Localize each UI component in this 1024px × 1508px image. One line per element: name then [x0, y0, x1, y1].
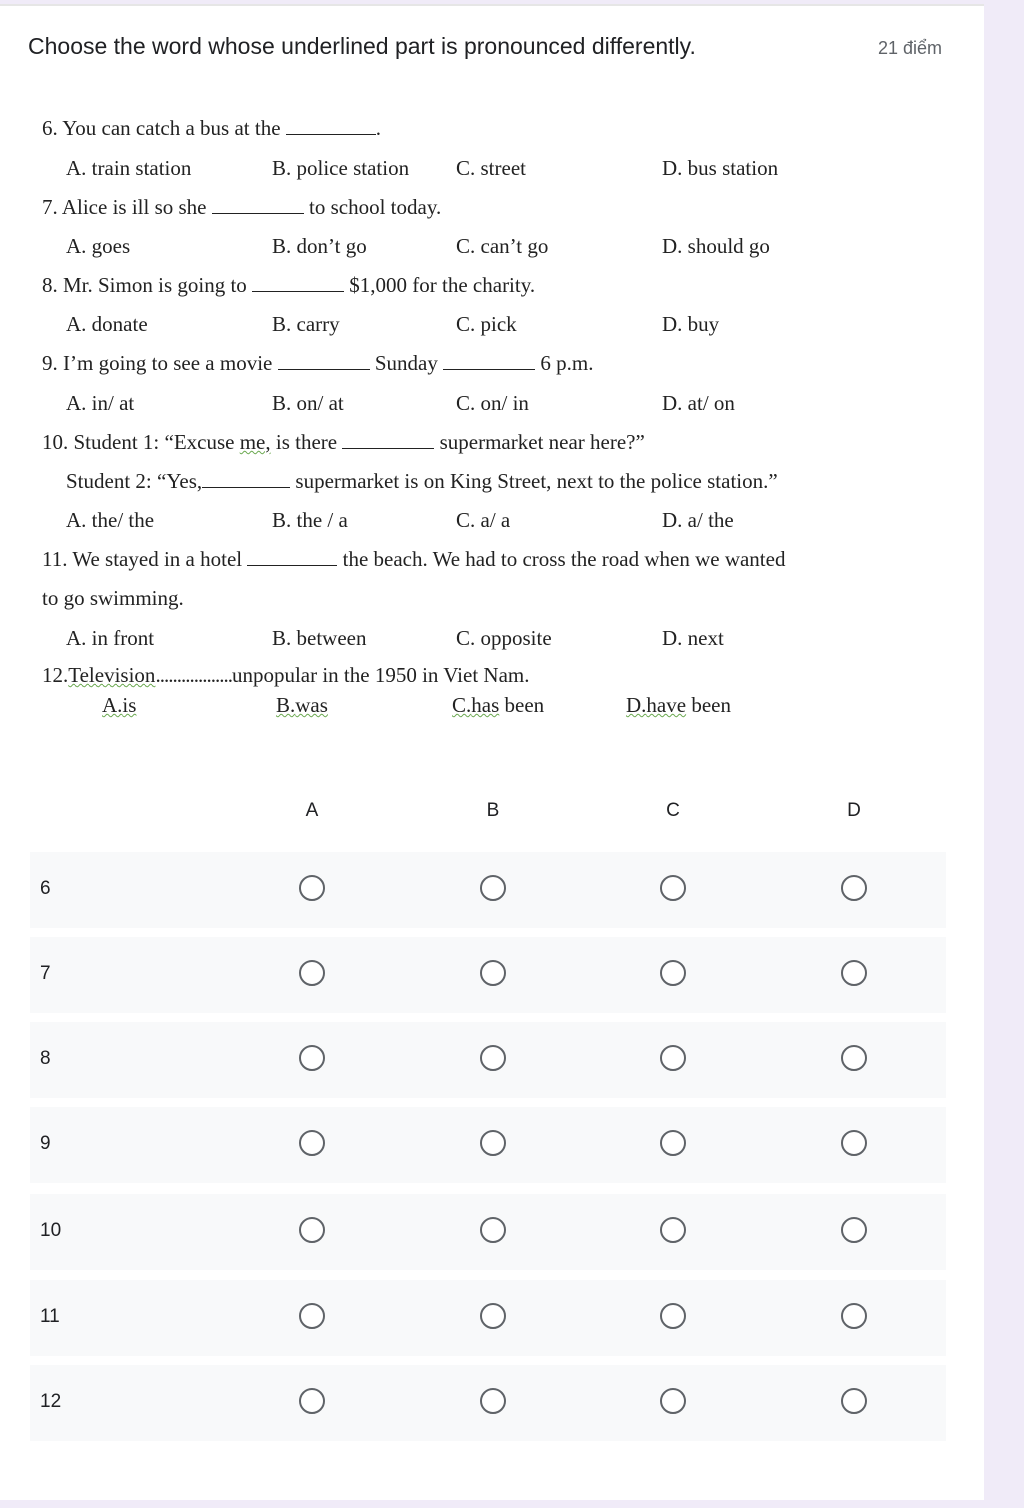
q8-stem	[42, 273, 535, 298]
radio-11-b[interactable]	[480, 1303, 506, 1329]
radio-7-b[interactable]	[480, 960, 506, 986]
q12-b-word: was	[295, 693, 328, 717]
q10-option-a: A. the/ the	[66, 508, 155, 532]
q9-option-a: A. in/ at	[66, 391, 135, 415]
blank	[443, 351, 535, 370]
radio-8-b[interactable]	[480, 1045, 506, 1071]
q7-option-c: C. can’t go	[456, 234, 549, 258]
q6-option-a: A. train station	[66, 156, 192, 180]
q12-c-rest: been	[504, 693, 545, 717]
column-header-a: A	[305, 800, 319, 821]
q12-option-b	[276, 693, 328, 718]
q7-option-a: A. goes	[66, 234, 131, 258]
row-label: 11	[40, 1306, 60, 1327]
q8-end: $1,000 for the charity.	[349, 273, 536, 297]
radio-8-d[interactable]	[841, 1045, 867, 1071]
q9-option-b: B. on/ at	[272, 391, 344, 415]
question-title: Choose the word whose underlined part is pronounced differently.	[28, 33, 696, 59]
radio-7-c[interactable]	[660, 960, 686, 986]
q12-stem	[42, 663, 530, 688]
q7-end: to school today.	[309, 195, 442, 219]
radio-8-a[interactable]	[299, 1045, 325, 1071]
q12-a-word: is	[122, 693, 137, 717]
radio-11-c[interactable]	[660, 1303, 686, 1329]
radio-9-b[interactable]	[480, 1130, 506, 1156]
radio-6-c[interactable]	[660, 875, 686, 901]
row-label: 12	[40, 1391, 62, 1412]
q12-number: 12.	[42, 663, 69, 687]
blank	[202, 469, 290, 488]
q10-stem	[42, 430, 645, 455]
radio-7-a[interactable]	[299, 960, 325, 986]
q9-text: 9. I’m going to see a movie	[42, 351, 273, 375]
grid-row	[30, 1022, 946, 1098]
radio-8-c[interactable]	[660, 1045, 686, 1071]
q10-end: supermarket near here?”	[439, 430, 645, 454]
q10-line2-end: supermarket is on King Street, next to the police station.”	[295, 469, 778, 493]
q8-option-d: D. buy	[662, 312, 720, 336]
radio-11-d[interactable]	[841, 1303, 867, 1329]
row-label: 6	[40, 878, 51, 899]
q12-c-word: has	[471, 693, 500, 717]
q8-option-a: A. donate	[66, 312, 148, 336]
q11-option-d: D. next	[662, 626, 724, 650]
radio-10-b[interactable]	[480, 1217, 506, 1243]
radio-6-d[interactable]	[841, 875, 867, 901]
radio-12-a[interactable]	[299, 1388, 325, 1414]
blank	[342, 430, 434, 449]
q11-text: 11. We stayed in a hotel	[42, 547, 243, 571]
q9-option-c: C. on/ in	[456, 391, 529, 415]
q12-option-c	[452, 693, 544, 718]
q7-option-d: D. should go	[662, 234, 770, 258]
q10-line2-text: Student 2: “Yes,	[66, 469, 203, 493]
q12-dots: ..................	[155, 663, 232, 687]
radio-12-c[interactable]	[660, 1388, 686, 1414]
q10-text-post: is there	[275, 430, 338, 454]
column-header-b: B	[486, 800, 500, 821]
q11-option-a: A. in front	[66, 626, 155, 650]
radio-7-d[interactable]	[841, 960, 867, 986]
q6-text: 6. You can catch a bus at the	[42, 116, 281, 140]
radio-10-a[interactable]	[299, 1217, 325, 1243]
q8-option-c: C. pick	[456, 312, 517, 336]
points-label: 21 điểm	[878, 38, 943, 58]
q9-option-d: D. at/ on	[662, 391, 735, 415]
blank	[252, 273, 344, 292]
q12-d-rest: been	[691, 693, 731, 717]
q6-option-b: B. police station	[272, 156, 410, 180]
q12-a-letter: A.	[102, 693, 123, 717]
column-header-d: D	[847, 800, 861, 821]
blank	[286, 116, 376, 135]
q10-option-c: C. a/ a	[456, 508, 511, 532]
radio-9-a[interactable]	[299, 1130, 325, 1156]
blank	[278, 351, 370, 370]
radio-6-b[interactable]	[480, 875, 506, 901]
q10-option-b: B. the / a	[272, 508, 348, 532]
grid-row	[30, 1365, 946, 1441]
question-card	[0, 4, 984, 1500]
q11-line2: to go swimming.	[42, 586, 184, 610]
q7-option-b: B. don’t go	[272, 234, 367, 258]
row-label: 10	[40, 1220, 62, 1241]
q6-end: .	[375, 116, 382, 140]
grid-row	[30, 852, 946, 928]
q11-option-b: B. between	[272, 626, 367, 650]
q11-stem	[42, 547, 785, 572]
q8-option-b: B. carry	[272, 312, 340, 336]
q6-option-d: D. bus station	[662, 156, 779, 180]
row-label: 8	[40, 1048, 51, 1069]
q9-stem	[42, 351, 593, 376]
q6-stem	[42, 116, 381, 141]
worksheet-image	[0, 6, 984, 746]
column-header-c: C	[666, 800, 680, 821]
row-label: 7	[40, 963, 51, 984]
grid-row	[30, 937, 946, 1013]
radio-11-a[interactable]	[299, 1303, 325, 1329]
grid-row	[30, 1107, 946, 1183]
radio-9-d[interactable]	[841, 1130, 867, 1156]
radio-10-d[interactable]	[841, 1217, 867, 1243]
q6-option-c: C. street	[456, 156, 526, 180]
q12-option-d	[626, 693, 731, 718]
q10-option-d: D. a/ the	[662, 508, 734, 532]
q12-c-letter: C.	[452, 693, 472, 717]
row-label: 9	[40, 1133, 51, 1154]
q10-line2	[66, 469, 778, 494]
q8-text: 8. Mr. Simon is going to	[42, 273, 247, 297]
q10-text: 10. Student 1: “Excuse	[42, 430, 235, 454]
q12-b-letter: B.	[276, 693, 296, 717]
radio-9-c[interactable]	[660, 1130, 686, 1156]
radio-10-c[interactable]	[660, 1217, 686, 1243]
q12-word: Television	[68, 663, 156, 687]
q7-text: 7. Alice is ill so she	[42, 195, 207, 219]
q12-option-a	[102, 693, 136, 718]
blank	[212, 195, 304, 214]
q9-mid: Sunday	[374, 351, 438, 375]
q12-end: unpopular in the 1950 in Viet Nam.	[231, 663, 530, 687]
q9-end: 6 p.m.	[540, 351, 594, 375]
q11-end: the beach. We had to cross the road when we wanted	[342, 547, 786, 571]
q10-me: me,	[239, 430, 271, 454]
grid-row	[30, 1194, 946, 1270]
grid-row	[30, 1280, 946, 1356]
blank	[247, 547, 337, 566]
radio-6-a[interactable]	[299, 875, 325, 901]
q12-d-letter: D.	[626, 693, 647, 717]
q12-d-word: have	[646, 693, 687, 717]
q7-stem	[42, 195, 441, 220]
radio-12-b[interactable]	[480, 1388, 506, 1414]
radio-12-d[interactable]	[841, 1388, 867, 1414]
q11-option-c: C. opposite	[456, 626, 552, 650]
